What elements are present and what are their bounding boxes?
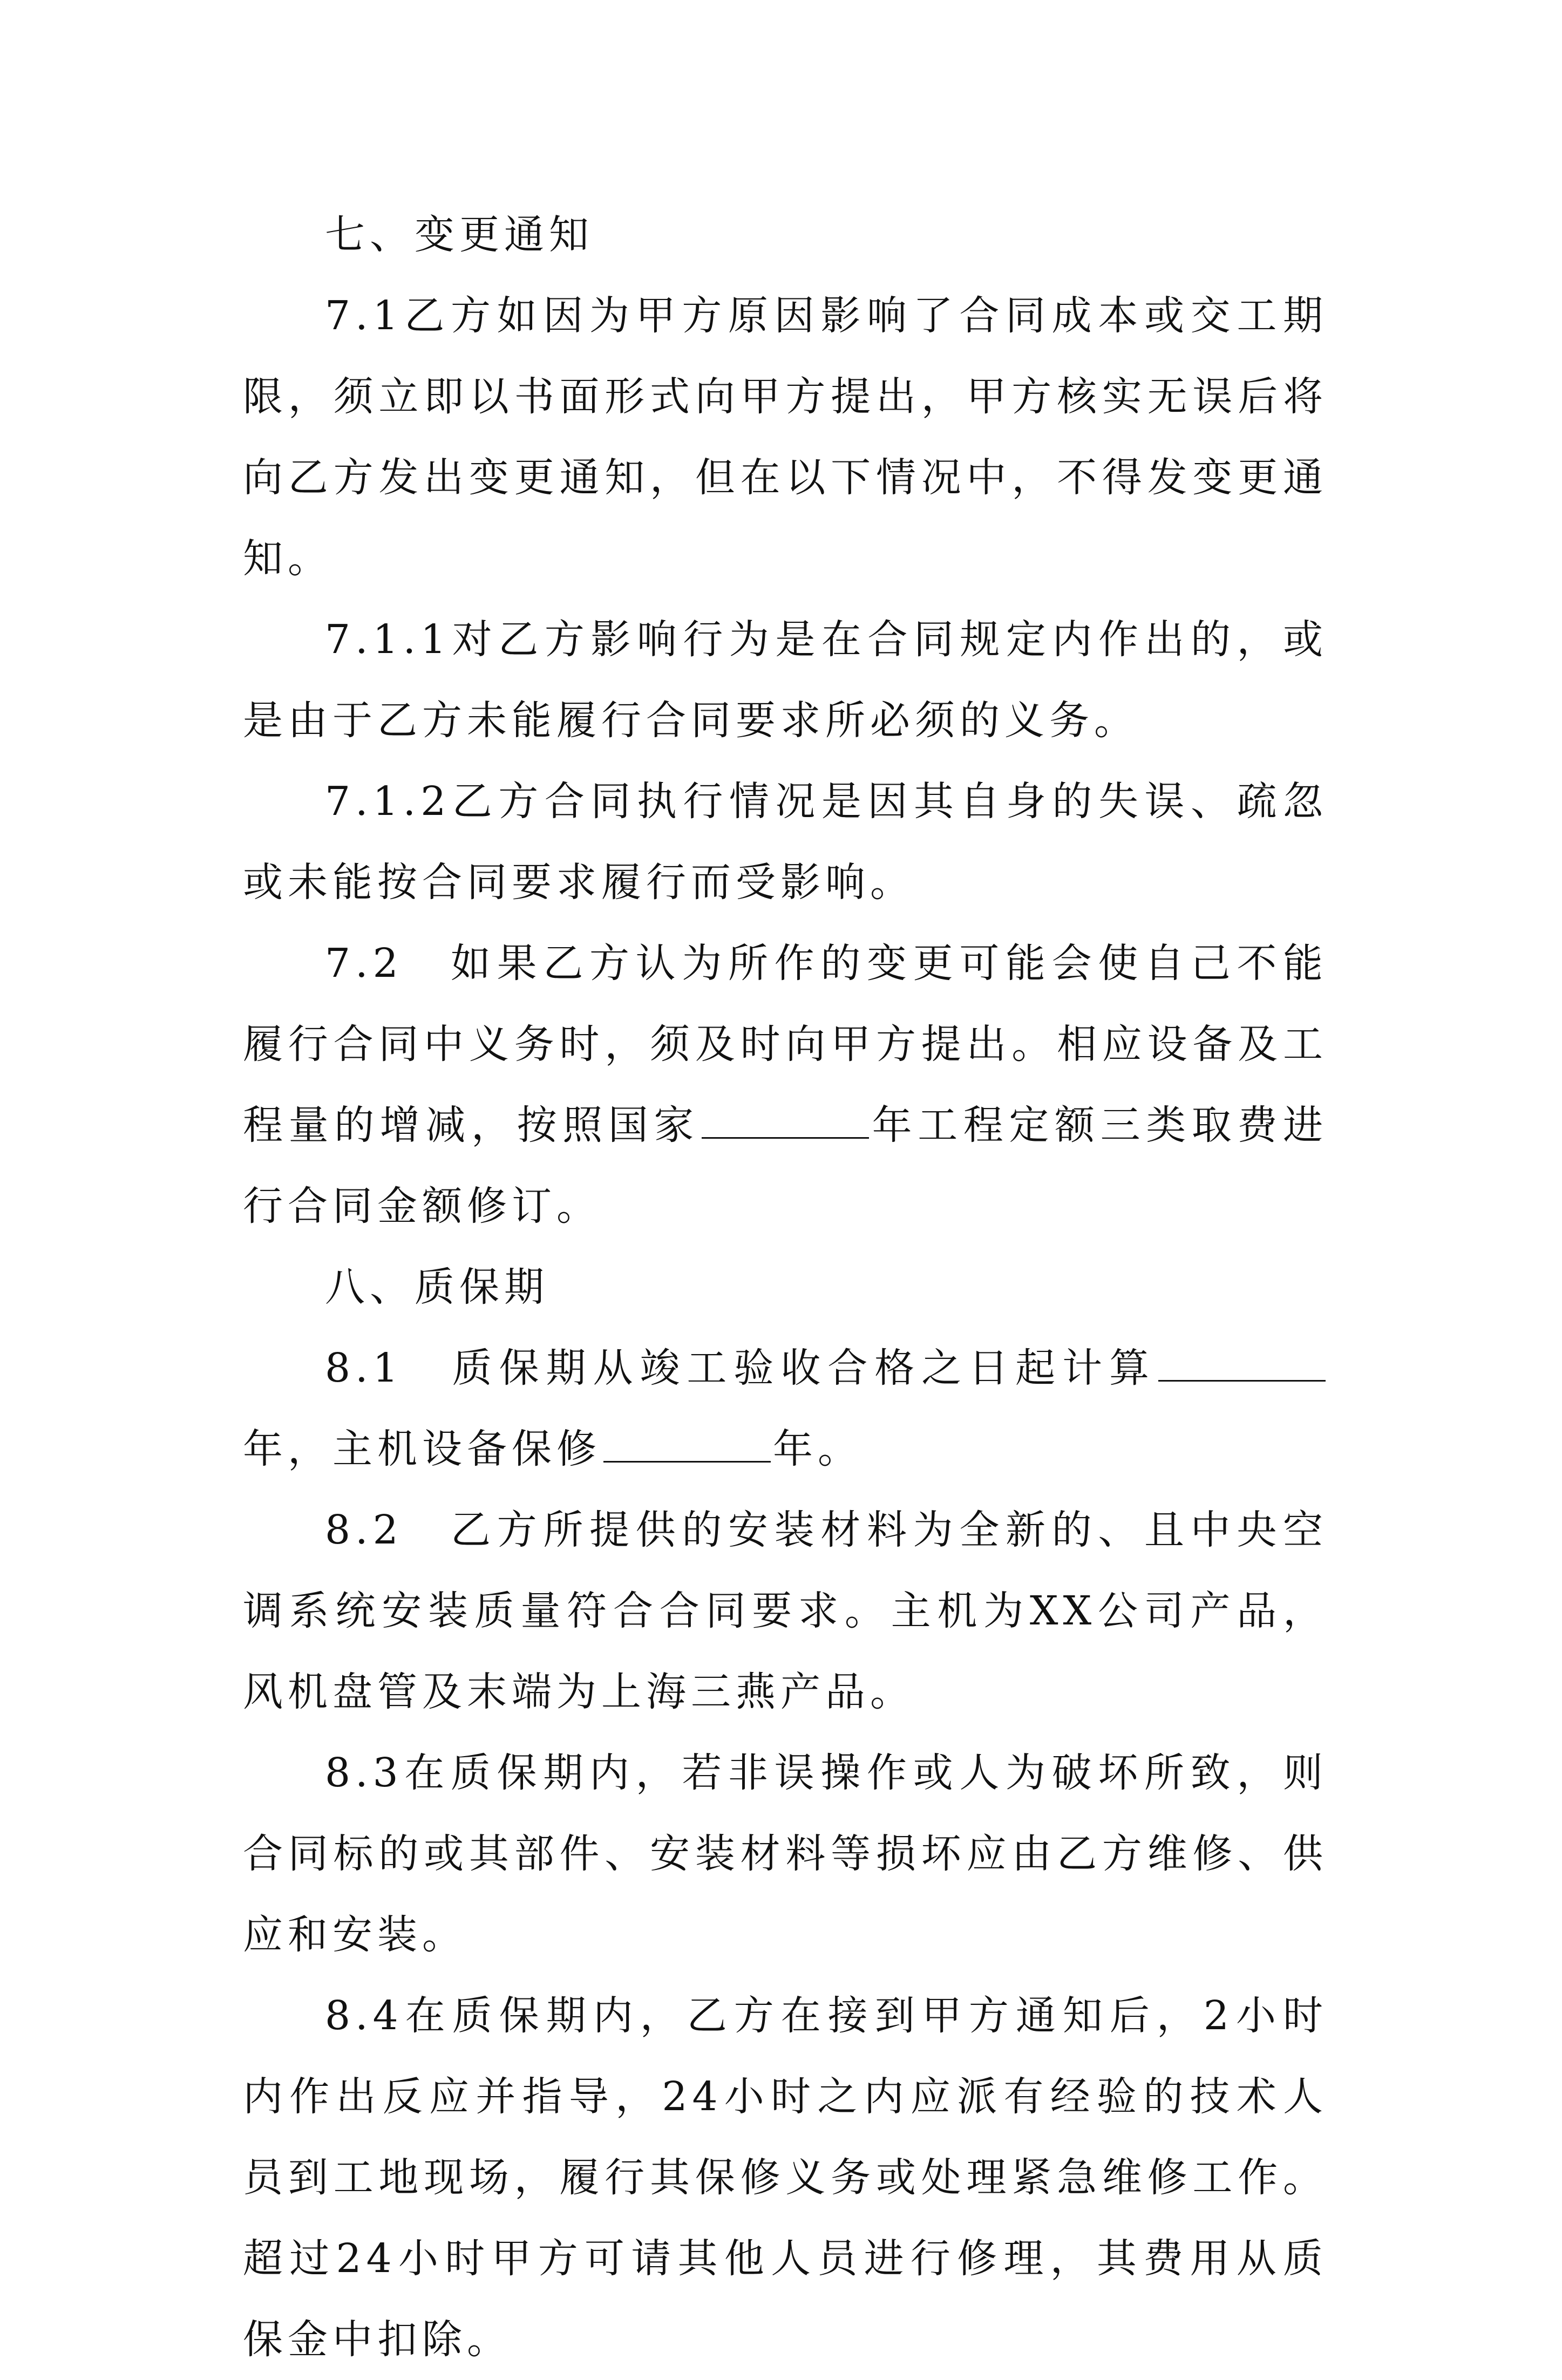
blank-host-warranty-years bbox=[603, 1425, 771, 1463]
clause-7-2 bbox=[243, 923, 1328, 1247]
clause-8-3: 8.3在质保期内，若非误操作或人为破坏所致，则合同标的或其部件、安装材料等损坏应由乙方维修、供应和安装。 bbox=[243, 1750, 1328, 1958]
clause-7-2-text-after: 年工程定额三类取费进行合同金额修订。 bbox=[243, 1102, 1328, 1229]
clause-8-1-text-after: 年。 bbox=[773, 1426, 863, 1472]
document-body bbox=[243, 194, 1328, 2380]
blank-warranty-years bbox=[1158, 1344, 1326, 1382]
clause-7-2-text-before: 7.2 如果乙方认为所作的变更可能会使自己不能履行合同中义务时，须及时向甲方提出。相应设备及工程量的增减，按照国家 bbox=[243, 940, 1328, 1148]
section-7-heading: 七、变更通知 bbox=[325, 212, 594, 258]
clause-7-1-1: 7.1.1对乙方影响行为是在合同规定内作出的，或是由于乙方未能履行合同要求所必须的义务。 bbox=[243, 616, 1328, 744]
clause-8-1-text-before: 8.1 质保期从竣工验收合格之日起计算 bbox=[325, 1345, 1156, 1391]
clause-7-1: 7.1乙方如因为甲方原因影响了合同成本或交工期限，须立即以书面形式向甲方提出，甲方核实无误后将向乙方发出变更通知，但在以下情况中，不得发变更通知。 bbox=[243, 293, 1328, 582]
clause-8-4: 8.4在质保期内，乙方在接到甲方通知后，2小时内作出反应并指导，24小时之内应派有经验的技术人员到工地现场，履行其保修义务或处理紧急维修工作。超过24小时甲方可请其他人员进行修理，其费用从质保金中扣除。 bbox=[243, 1993, 1328, 2363]
clause-7-1-2: 7.1.2乙方合同执行情况是因其自身的失误、疏忽或未能按合同要求履行而受影响。 bbox=[243, 778, 1328, 906]
clause-8-1 bbox=[243, 1328, 1328, 1490]
clause-8-2: 8.2 乙方所提供的安装材料为全新的、且中央空调系统安装质量符合合同要求。主机为XX公司产品，风机盘管及末端为上海三燕产品。 bbox=[243, 1507, 1328, 1715]
section-8-heading: 八、质保期 bbox=[325, 1264, 549, 1310]
blank-year-field bbox=[702, 1101, 869, 1139]
clause-8-1-text-middle: 年，主机设备保修 bbox=[243, 1426, 601, 1472]
